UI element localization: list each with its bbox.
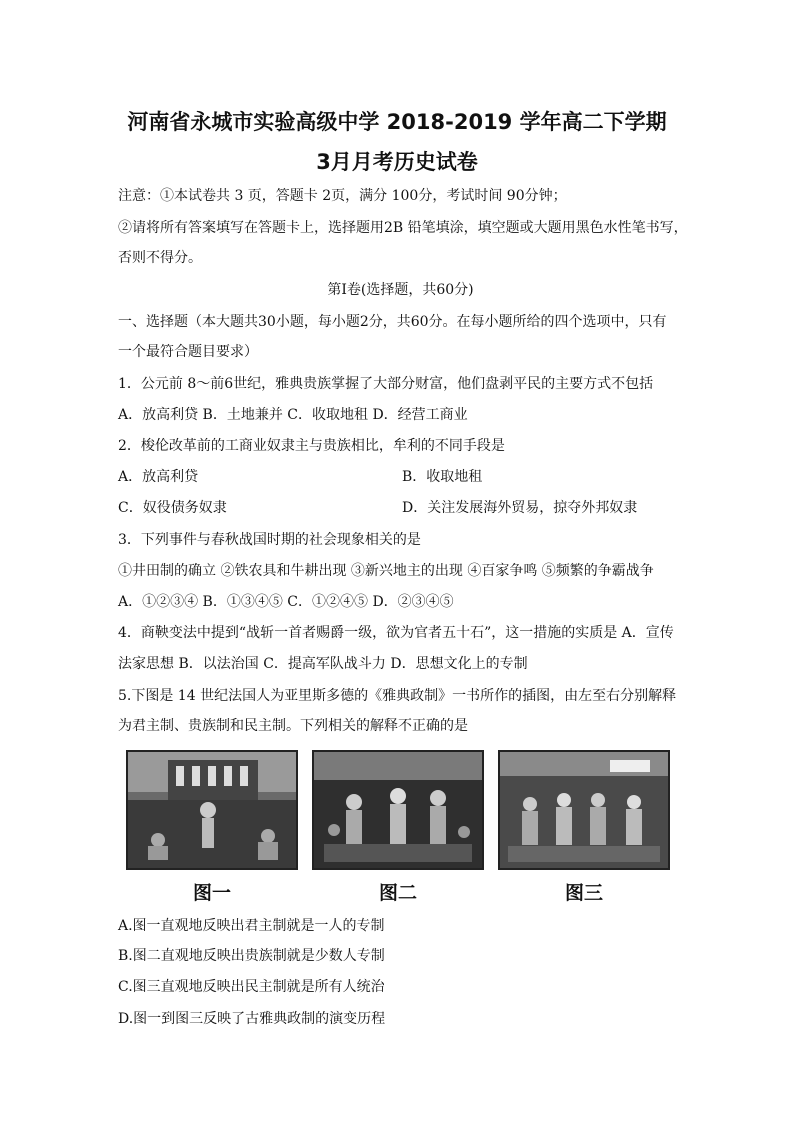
- q4-stem-line2: 法家思想 B．以法治国 C．提高军队战斗力 D．思想文化上的专制: [118, 656, 528, 672]
- q2-option-d: D．关注发展海外贸易，掠夺外邦奴隶: [402, 500, 638, 516]
- figure-3-image: [498, 750, 670, 870]
- figure-3: [498, 750, 670, 905]
- q2-option-b: B．收取地租: [402, 469, 483, 485]
- q2-stem: 2．梭伦改革前的工商业奴隶主与贵族相比，牟利的不同手段是: [118, 438, 505, 454]
- q2-option-a: A．放高利贷: [118, 469, 199, 485]
- notice-line-3: 否则不得分。: [118, 250, 202, 266]
- notice-line-1: 注意：①本试卷共 3 页，答题卡 2页，满分 100分，考试时间 90分钟；: [118, 188, 567, 204]
- q5-illustrations: [126, 750, 674, 905]
- q4-stem-line1: 4．商鞅变法中提到“战斩一首者赐爵一级，欲为官者五十石”，这一措施的实质是 A．宣传: [118, 625, 674, 641]
- q1-stem: 1．公元前 8～前6世纪，雅典贵族掌握了大部分财富，他们盘剥平民的主要方式不包括: [118, 376, 654, 392]
- figure-2-image: [312, 750, 484, 870]
- figure-1-image: [126, 750, 298, 870]
- q5-option-a: A.图一直观地反映出君主制就是一人的专制: [118, 918, 385, 934]
- q1-options: A．放高利贷 B．土地兼并 C．收取地租 D．经营工商业: [118, 407, 468, 423]
- section-heading: 第Ⅰ卷(选择题，共60分): [327, 282, 474, 298]
- figure-2: [312, 750, 484, 905]
- q5-option-b: B.图二直观地反映出贵族制就是少数人专制: [118, 948, 385, 964]
- q3-stem: 3．下列事件与春秋战国时期的社会现象相关的是: [118, 532, 421, 548]
- q5-option-d: D.图一到图三反映了古雅典政制的演变历程: [118, 1011, 386, 1027]
- exam-title-line2: 3月月考历史试卷: [316, 150, 478, 174]
- notice-line-2: ②请将所有答案填写在答题卡上，选择题用2B 铅笔填涂，填空题或大题用黑色水性笔书写，: [118, 220, 688, 236]
- q5-stem-line2: 为君主制、贵族制和民主制。下列相关的解释不正确的是: [118, 718, 468, 734]
- q3-options: A．①②③④ B．①③④⑤ C．①②④⑤ D．②③④⑤: [118, 594, 454, 610]
- figure-2-caption: 图二: [378, 882, 417, 904]
- figure-1: [126, 750, 298, 905]
- q2-option-c: C．奴役债务奴隶: [118, 500, 227, 516]
- part-intro-line-1: 一、选择题（本大题共30小题，每小题2分，共60分。在每小题所给的四个选项中，只有: [118, 314, 667, 330]
- q5-option-c: C.图三直观地反映出民主制就是所有人统治: [118, 979, 385, 995]
- exam-title-line1: 河南省永城市实验高级中学 2018-2019 学年高二下学期: [127, 110, 667, 134]
- part-intro-line-2: 一个最符合题目要求）: [118, 344, 258, 360]
- figure-3-caption: 图三: [564, 882, 603, 904]
- q5-stem-line1: 5.下图是 14 世纪法国人为亚里斯多德的《雅典政制》一书所作的插图，由左至右分别解释: [118, 688, 677, 704]
- q3-items: ①井田制的确立 ②铁农具和牛耕出现 ③新兴地主的出现 ④百家争鸣 ⑤频繁的争霸战争: [118, 563, 654, 579]
- figure-1-caption: 图一: [192, 882, 231, 904]
